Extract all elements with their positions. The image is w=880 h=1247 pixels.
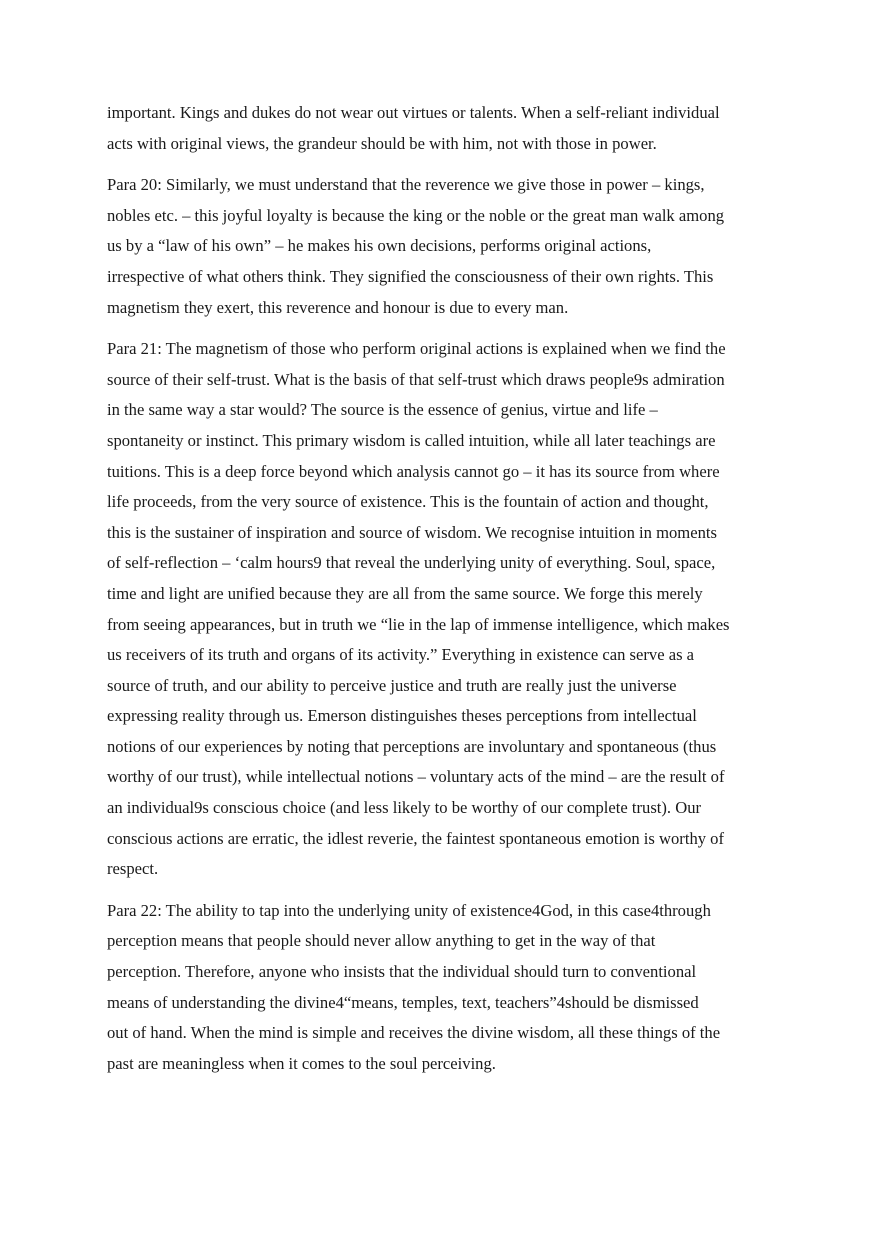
paragraph-20: Para 20: Similarly, we must understand that the reverence we give those in power – kings, nobles etc. – this joyful loyalty is because the king or the noble or the great man walk among us by a “law of his own” – he makes his own decisions, performs original actions, irrespective of what others think. They signified the consciousness of their own rights. This magnetism they exert, this reverence and honour is due to every man. xyxy=(107,175,725,317)
paragraph-22: Para 22: The ability to tap into the underlying unity of existence4God, in this case4through perception means that people should never allow anything to get in the way of that perception. Therefore, anyone who insists that the individual should turn to conventional means of understanding the divine4“means, temples, text, teachers”4should be dismissed out of hand. When the mind is simple and receives the divine wisdom, all these things of the past are meaningless when it comes to the soul perceiving. xyxy=(107,900,721,1073)
paragraph-21: Para 21: The magnetism of those who perform original actions is explained when we find the source of their self-trust. What is the basis of that self-trust which draws people9s admiration in the same way a star would? The source is the essence of genius, virtue and life – spontaneity or instinct. This primary wisdom is called intuition, while all later teachings are tuitions. This is a deep force beyond which analysis cannot go – it has its source from where life proceeds, from the very source of existence. This is the fountain of action and thought, this is the sustainer of inspiration and source of wisdom. We recognise intuition in moments of self-reflection – ‘calm hours9 that reveal the underlying unity of everything. Soul, space, time and light are unified because they are all from the same source. We forge this merely from seeing appearances, but in truth we “lie in the lap of immense intelligence, which makes us receivers of its truth and organs of its activity.” Everything in existence can serve as a source of truth, and our ability to perceive justice and truth are really just the universe expressing reality through us. Emerson distinguishes theses perceptions from intellectual notions of our experiences by noting that perceptions are involuntary and spontaneous (thus worthy of our trust), while intellectual notions – voluntary acts of the mind – are the result of an individual9s conscious choice (and less likely to be worthy of our complete trust). Our conscious actions are erratic, the idlest reverie, the faintest spontaneous emotion is worthy of respect. xyxy=(107,339,730,879)
paragraph-continuation: important. Kings and dukes do not wear out virtues or talents. When a self-reliant individual acts with original views, the grandeur should be with him, not with those in power. xyxy=(107,103,720,153)
